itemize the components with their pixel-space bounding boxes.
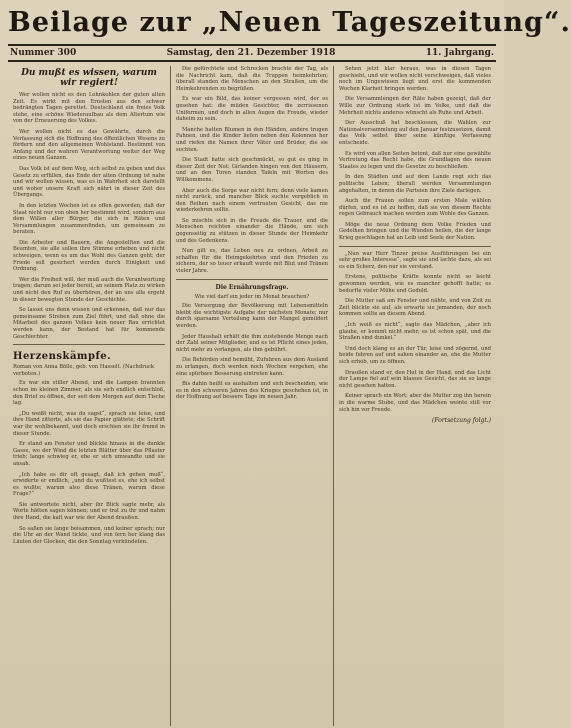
story-body — [13, 380, 165, 545]
article-headline: Du mußt es wissen, warum wir regiert! — [21, 68, 157, 88]
column-2-body — [176, 66, 328, 275]
paragraph: „Ich habe es dir oft gesagt, daß ich gehen muß“, erwiderte er endlich, „und du wußtest es, ehe ich selbst es wußte; warum also diese Tränen, warum diese Frage?“ — [13, 471, 165, 498]
paragraph: Möge die neue Ordnung dem Volke Frieden und Gedeihen bringen und die Wunden heilen, die der lange Krieg geschlagen hat an Leib und Seele der Nation. — [339, 221, 491, 242]
paragraph: Es war ein stiller Abend, und die Lampen brannten schon im kleinen Zimmer, als sie sich endlich entschloß, den Brief zu öffnen, der seit dem Morgen auf dem Tische lag. — [13, 380, 165, 407]
paragraph: Die Arbeiter und Bauern, die Angestellten und die Beamten, sie alle sollen ihre Stimme erheben und nicht schweigen, wenn es um das Wohl des Ganzen geht; der Friede soll gesichert werden durch Einigkeit und Ordnung. — [13, 239, 165, 273]
paragraph: Die Versammlungen der Räte haben gezeigt, daß der Wille zur Ordnung stark ist im Volke, und daß die Mehrheit nichts anderes wünscht als Ruhe und Arbeit. — [339, 96, 491, 116]
issue-number: Nummer 300 — [10, 48, 77, 58]
paragraph: Manche hatten Blumen in den Händen, andere trugen Fahnen, und die Kinder liefen neben den Kolonnen her und riefen die Namen ihrer Väter und Brüder, die sie suchten. — [176, 126, 328, 153]
column-3-lower-body — [339, 251, 491, 413]
section-body — [176, 303, 328, 401]
divider — [176, 279, 328, 280]
article-body — [13, 92, 165, 340]
paragraph: Aber auch die Sorge war nicht fern; denn viele kamen nicht zurück, und mancher Blick suchte vergeblich in den Reihen nach einem vertrauten Gesicht, das nie wiederkehren sollte. — [176, 187, 328, 214]
column-3 — [334, 66, 496, 726]
paragraph: Auch die Frauen sollen zum ersten Male wählen dürfen, und es ist zu hoffen, daß sie von diesem Rechte regen Gebrauch machen werden zum Wohle des Ganzen. — [339, 198, 491, 218]
section-title: Die Ernährungsfrage. — [215, 283, 289, 291]
paragraph: Wer wollen nicht es den Lohnkohlen der guten alten Zeit. Es wirkt mit den Ernsten aus den schwer bedrängten Tagen gerettet. Deutschland ein freies Volk stehe, eine schöne Wiederaufbau als dem Altertum wie von der Erneuerung des Volkes. — [13, 92, 165, 125]
paragraph: Jeder Haushalt erhält die ihm zustehende Menge nach der Zahl seiner Mitglieder, und es ist Pflicht eines jeden, nicht mehr zu verlangen, als ihm gebührt. — [176, 333, 328, 353]
paragraph: Der Ausschuß hat beschlossen, die Wahlen zur Nationalversammlung auf den Januar festzusetzen, damit das Volk selbst über seine künftige Verfassung entscheide. — [339, 120, 491, 146]
section-subtitle: Wie viel darf ein jeder im Monat brauchen? — [194, 293, 310, 300]
paragraph: So lasset uns denn wissen und erkennen, daß nur das gemeinsame Streben zum Ziel führt, und daß ohne die Mitarbeit des ganzen Volkes kein neuer Bau errichtet werden kann, der Bestand hat für kommende Geschlechter. — [13, 307, 165, 340]
paragraph: Die Mutter saß am Fenster und nähte, und von Zeit zu Zeit blickte sie auf, als erwarte sie jemanden, der noch kommen sollte an diesem Abend. — [339, 298, 491, 318]
paragraph: Sehen jetzt klar heraus, was in diesen Tagen geschieht, und wir wollen nicht verschweigen, daß vieles noch im Ungewissen liegt und erst die kommenden Wochen Klarheit bringen werden. — [339, 66, 491, 92]
paragraph: Er stand am Fenster und blickte hinaus in die dunkle Gasse, wo der Wind die letzten Blätter über das Pflaster trieb; lange schwieg er, ehe er sich umwandte und sie ansah. — [13, 441, 165, 467]
paragraph: Die Versorgung der Bevölkerung mit Lebensmitteln bleibt die wichtigste Aufgabe der nächsten Monate; nur durch sparsame Verteilung kann der Mangel gemildert werden. — [176, 303, 328, 329]
column-1 — [8, 66, 171, 726]
divider — [13, 344, 165, 345]
continuation-note: (Fortsetzung folgt.) — [432, 417, 491, 425]
paragraph: So saßen sie lange beisammen, und keiner sprach; nur die Uhr an der Wand tickte, und von fern her klang das Läuten der Glocken, die den Sonntag verkündeten. — [13, 525, 165, 545]
paragraph: Das Volk ist auf dem Weg, sich selbst zu geben und das Gesetz zu erfüllen, das Ende der alten Ordnung ist nahe und wir wollen wissen, was es in Wahrheit sich darstellt und woher unsere Kraft sich nährt in dieser Zeit des Übergangs. — [13, 165, 165, 199]
paragraph: „Nun war Herr Tinzer preise Ausführungen bei ein sehr großes Interesse“, sagte sie und lachte dazu, als sei es ein Scherz, den nur sie verstand. — [339, 250, 491, 270]
paragraph: Wer wollen nicht es das Gewährte, durch die Verfassung sich die Hoffnung des öffentlichen Wesens zu fördern und den allgemeinen Wohlstand. Bestimmt von Anfang und der wahren Verantwortung weiter der Weg eines neuen Ganzen. — [13, 128, 165, 162]
paragraph: „Ich weiß es nicht“, sagte das Mädchen, „aber ich glaube, er kommt nicht mehr; es ist schon spät, und die Straßen sind dunkel.“ — [339, 322, 491, 342]
column-2 — [171, 66, 334, 726]
text-columns — [8, 66, 496, 726]
story-byline: Roman von Anna Bölle, geb. von Hasselt. (Nachdruck verboten.) — [13, 364, 155, 377]
paragraph: Wer die Freiheit will, der muß auch die Verantwortung tragen; darum sei jeder bereit, an seinem Platz zu wirken und nicht den Ruf zu überhören, der an uns alle ergeht in dieser bewegten Stunde der Geschichte. — [13, 276, 165, 303]
paragraph: „Du weißt nicht, was du sagst“, sprach sie leise, und ihre Hand zitterte, als sie das Papier glättete; die Schrift war ihr wohlbekannt, und doch erschien sie ihr fremd in dieser Stunde. — [13, 410, 165, 437]
paragraph: Die Behörden sind bemüht, Zufuhren aus dem Ausland zu erlangen, doch werden noch Wochen vergehen, ehe eine spürbare Besserung eintreten kann. — [176, 357, 328, 377]
paragraph: In den Städten und auf dem Lande regt sich das politische Leben; überall werden Versammlungen abgehalten, in denen die Parteien ihre Ziele darlegen. — [339, 174, 491, 194]
paragraph: Bis dahin heißt es aushalten und sich bescheiden, wie es in den schweren Jahren des Krieges geschehen ist, in der Hoffnung auf bessere Tage im neuen Jahr. — [176, 381, 328, 401]
dateline-bar — [8, 44, 496, 62]
story-title: Herzenskämpfe. — [13, 351, 112, 363]
issue-date: Samstag, den 21. Dezember 1918 — [166, 48, 336, 58]
paragraph: Und doch klang es an der Tür, leise und zögernd, und beide fuhren auf und sahen einander an, ehe die Mutter sich erhob, um zu öffnen. — [339, 345, 491, 365]
masthead-title: Beilage zur „Neuen Tageszeitung“. — [8, 7, 571, 38]
paragraph: Erstens, politische Kräfte konnte nicht so leicht gewonnen werden, wie es mancher gehofft hatte; es bedurfte vieler Mühe und Geduld. — [339, 274, 491, 294]
paragraph: Draußen stand er, den Hut in der Hand, und das Licht der Lampe fiel auf sein blasses Gesicht, das sie so lange nicht gesehen hatten. — [339, 369, 491, 389]
volume-year: 11. Jahrgang. — [425, 48, 494, 58]
paragraph: Die Stadt hatte sich geschmückt, so gut es ging in dieser Zeit der Not; Girlanden hingen von den Häusern, und an den Toren standen Tafeln mit Worten des Willkommens. — [176, 157, 328, 183]
paragraph: In den letzten Wochen ist es offen geworden, daß der Staat nicht nur von oben her bestimmt wird, sondern aus dem Willen aller Bürger, die sich in Räten und Versammlungen zusammenfinden, um gemeinsam zu beraten. — [13, 202, 165, 236]
paragraph: Nun gilt es, das Leben neu zu ordnen, Arbeit zu schaffen für die Heimgekehrten und den Frieden zu sichern, der so teuer erkauft wurde mit Blut und Tränen vieler Jahre. — [176, 248, 328, 275]
column-3-body — [339, 66, 491, 242]
paragraph: Die gefürchtete und Schrecken brachte der Tag, als die Nachricht kam, daß die Truppen heimkehrten; überall standen die Menschen an den Straßen, um die Heimkehrenden zu begrüßen. — [176, 66, 328, 92]
paragraph: Sie antwortete nicht, aber ihr Blick sagte mehr, als Worte hätten sagen können; und er trat zu ihr und nahm ihre Hand, die kalt war wie der Abend draußen. — [13, 501, 165, 522]
divider — [339, 246, 491, 247]
paragraph: Es war ein Bild, das keiner vergessen wird, der es gesehen hat: die müden Gesichter, die zerrissenen Uniformen, und doch in allen Augen die Freude, wieder daheim zu sein. — [176, 96, 328, 123]
paragraph: So mischte sich in die Freude die Trauer, und die Menschen reichten einander die Hände, um sich gegenseitig zu stützen in dieser Stunde der Heimkehr und des Gedenkens. — [176, 217, 328, 244]
paragraph: Keiner sprach ein Wort; aber die Mutter zog ihn herein in die warme Stube, und das Mädchen weinte still vor sich hin vor Freude. — [339, 393, 491, 413]
paragraph: Es wird von allen Seiten betont, daß nur eine gewählte Vertretung das Recht habe, die Grundlagen des neuen Staates zu legen und die Gesetze zu beschließen. — [339, 150, 491, 170]
